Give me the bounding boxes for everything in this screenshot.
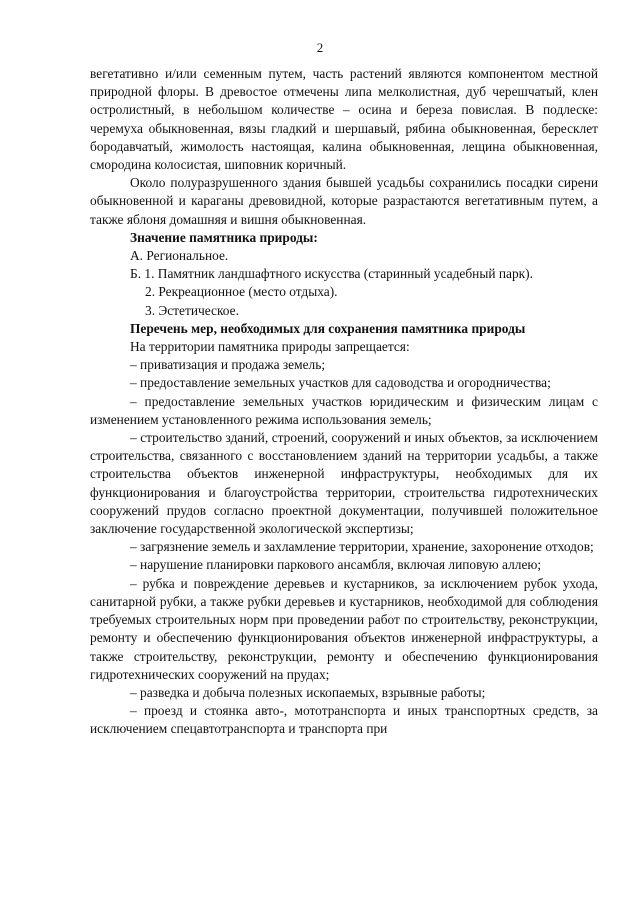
measures-heading: Перечень мер, необходимых для сохранения памятника природы [130, 320, 526, 336]
paragraph-estate-plantings: Около полуразрушенного здания бывшей усадьбы сохранились посадки сирени обыкновенной и караганы древовидной, которые разрастаются вегетативным путем, а также яблоня домашняя и вишня обыкновенная. [90, 175, 598, 227]
list-item: – предоставление земельных участков юридическим и физическим лицам с изменением установленного режима использования земель; [90, 393, 598, 427]
significance-item-a: А. Региональное. [130, 248, 229, 264]
list-item: – нарушение планировки паркового ансамбля, включая липовую аллею; [130, 557, 542, 573]
significance-item-b2: 2. Рекреационное (место отдыха). [145, 284, 338, 300]
paragraph-vegetation: вегетативно и/или семенным путем, часть растений являются компонентом местной природной флоры. В древостое отмечены липа мелколистная, дуб черешчатый, клен остролистный, в небольшом количестве – осина и береза повислая. В подлеске: черемуха обыкновенная, вязы гладкий и шершавый, рябина обыкновенная, бересклет бородавчатый, жимолость настоящая, калина обыкновенная, лещина обыкновенная, смородина колосистая, шиповник коричный. [90, 66, 598, 173]
list-item: – проезд и стоянка авто-, мототранспорта и иных транспортных средств, за исключением спецавтотранспорта и транспорта при [90, 703, 598, 737]
list-item: – разведка и добыча полезных ископаемых, взрывные работы; [130, 684, 486, 700]
list-item: – рубка и повреждение деревьев и кустарников, за исключением рубок ухода, санитарной рубки, а также рубки деревьев и кустарников, необходимой для соблюдения требуемых строительных норм при проведении работ по строительству, реконструкции, ремонту и обеспечению функционирования объектов инженерной инфраструктуры, а также строительству, реконструкции, ремонту и обеспечению функционирования гидротехнических сооружений на прудах; [90, 575, 598, 682]
list-item: – предоставление земельных участков для садоводства и огородничества; [130, 375, 551, 391]
page-number: 2 [316, 40, 324, 55]
significance-heading: Значение памятника природы: [130, 229, 318, 245]
measures-intro: На территории памятника природы запрещается: [130, 339, 410, 355]
list-item: – приватизация и продажа земель; [130, 357, 326, 373]
significance-item-b3: 3. Эстетическое. [145, 302, 239, 318]
list-item: – строительство зданий, строений, сооружений и иных объектов, за исключением строительства, связанного с восстановлением зданий на территории усадьбы, а также строительства объектов инженерной инфраструктуры, необходимых для их функционирования и благоустройства территории, строительства гидротехнических сооружений прудов согласно проектной документации, получившей положительное заключение государственной экологической экспертизы; [90, 430, 598, 537]
significance-item-b1: Б. 1. Памятник ландшафтного искусства (старинный усадебный парк). [130, 266, 533, 282]
list-item: – загрязнение земель и захламление территории, хранение, захоронение отходов; [130, 539, 594, 555]
document-body [90, 65, 598, 739]
